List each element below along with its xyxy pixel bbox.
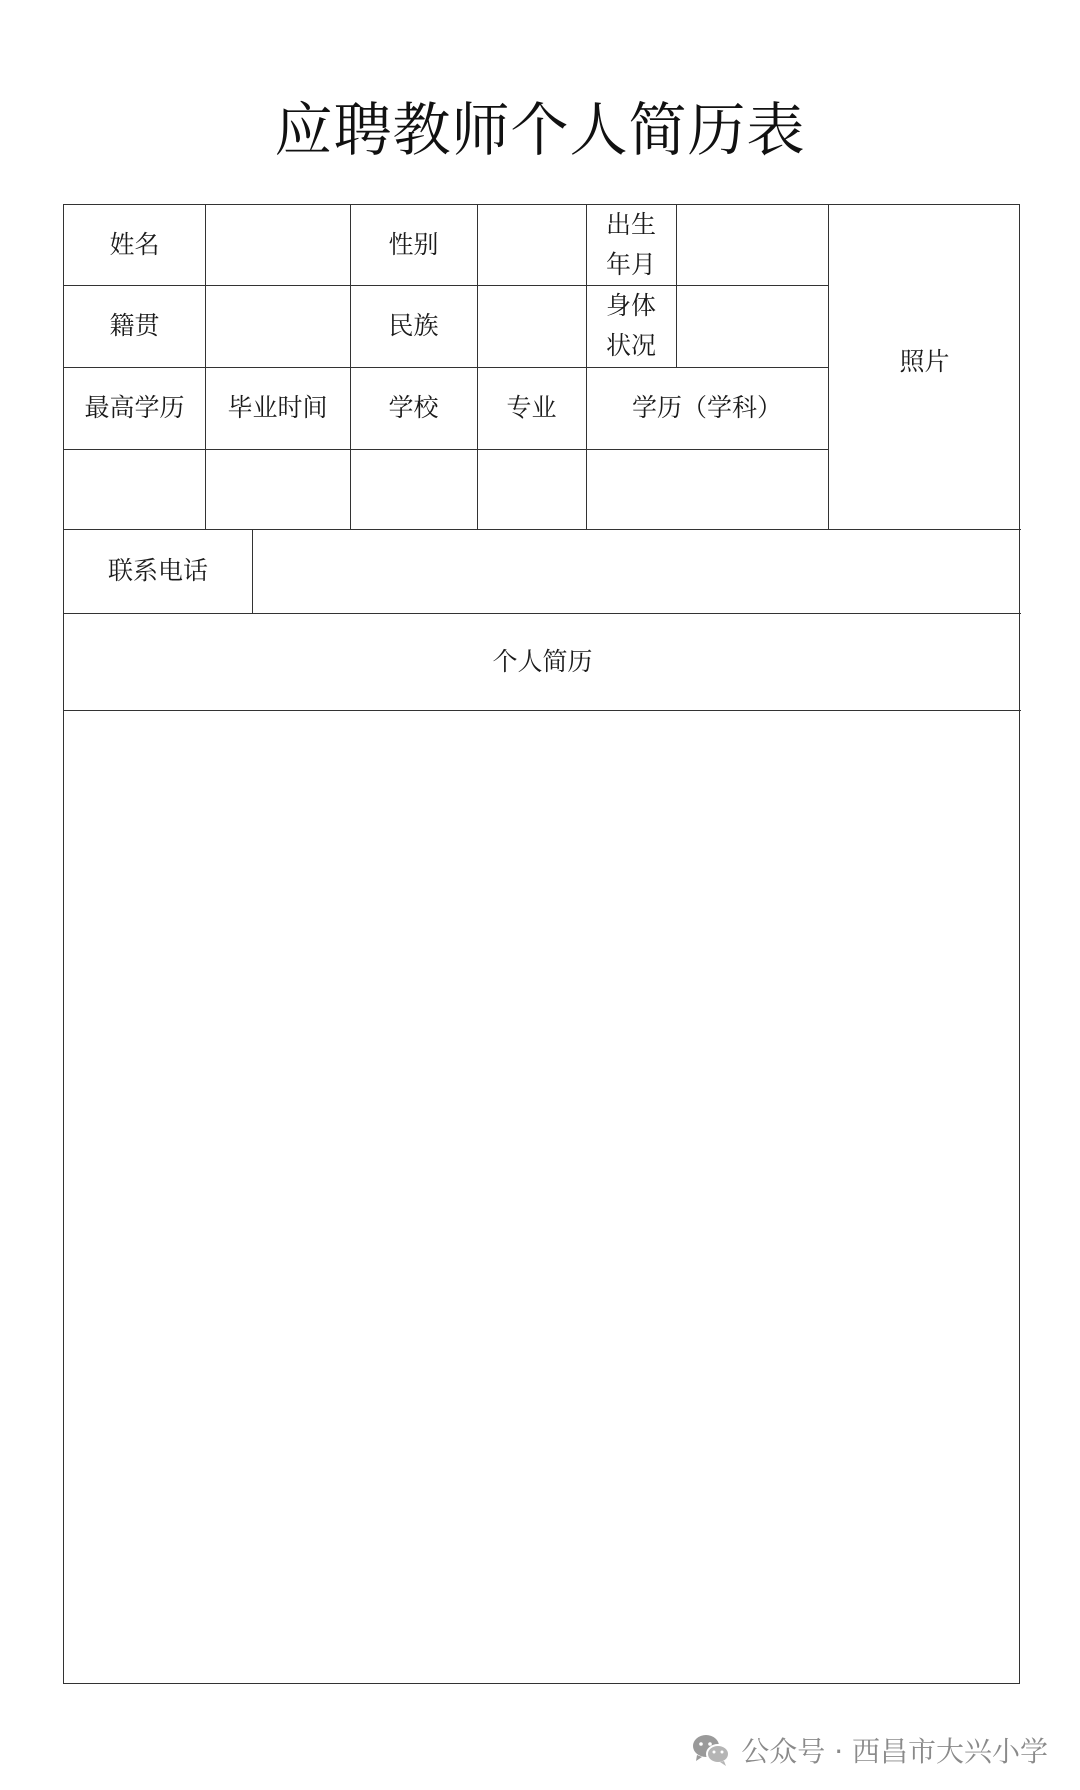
edu-school-field[interactable] bbox=[351, 450, 477, 529]
name-label: 姓名 bbox=[109, 230, 160, 259]
ethnicity-field[interactable] bbox=[478, 285, 586, 367]
edu-degree-subject-field[interactable] bbox=[587, 450, 828, 529]
edu-graduation-time-field[interactable] bbox=[206, 450, 350, 529]
birth-label-line1: 出生 bbox=[605, 210, 656, 239]
birth-label bbox=[586, 205, 676, 285]
phone-label: 联系电话 bbox=[107, 556, 208, 585]
edu-header-major: 专业 bbox=[506, 393, 557, 422]
health-field[interactable] bbox=[677, 285, 828, 367]
edu-header-highest-degree: 最高学历 bbox=[84, 393, 185, 422]
phone-field[interactable] bbox=[253, 530, 1021, 613]
footer-watermark bbox=[691, 1728, 1048, 1772]
health-label-line2: 状况 bbox=[605, 331, 656, 360]
health-label bbox=[586, 285, 676, 367]
edu-header-school: 学校 bbox=[388, 393, 439, 422]
gender-label: 性别 bbox=[388, 230, 439, 259]
ethnicity-label: 民族 bbox=[388, 311, 439, 340]
footer-text: 公众号 · 西昌市大兴小学 bbox=[741, 1735, 1048, 1768]
photo-box[interactable]: 照片 bbox=[899, 347, 950, 376]
edu-major-field[interactable] bbox=[478, 450, 586, 529]
birth-field[interactable] bbox=[677, 205, 828, 285]
page-title: 应聘教师个人简历表 bbox=[274, 96, 806, 164]
native-place-label: 籍贯 bbox=[109, 311, 160, 340]
resume-header: 个人简历 bbox=[492, 646, 593, 676]
name-field[interactable] bbox=[206, 205, 350, 285]
native-place-field[interactable] bbox=[206, 285, 350, 367]
health-label-line1: 身体 bbox=[605, 291, 656, 320]
edu-header-graduation-time: 毕业时间 bbox=[227, 393, 328, 422]
edu-header-degree-subject: 学历（学科） bbox=[631, 393, 782, 422]
resume-form bbox=[63, 204, 1020, 1684]
resume-content-area[interactable] bbox=[64, 711, 1021, 1683]
birth-label-line2: 年月 bbox=[605, 250, 656, 279]
gender-field[interactable] bbox=[478, 205, 586, 285]
edu-highest-degree-field[interactable] bbox=[64, 450, 205, 529]
wechat-icon bbox=[691, 1733, 731, 1767]
